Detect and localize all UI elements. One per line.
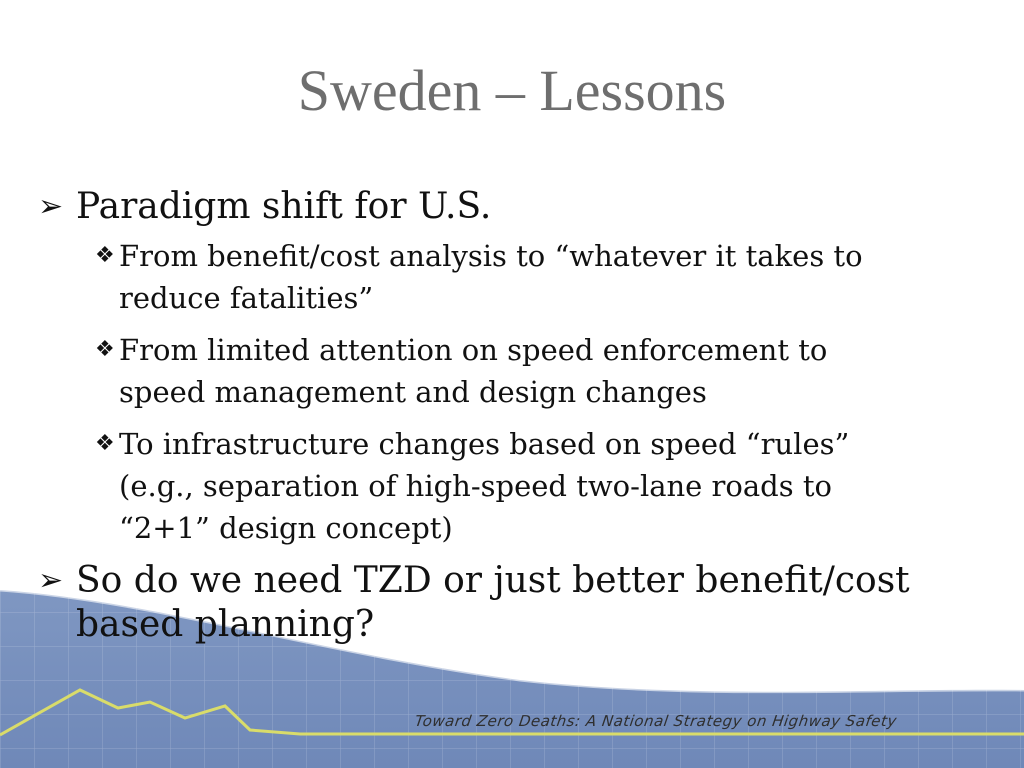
sub-bullet-item: [82, 329, 919, 413]
slide-title: Sweden – Lessons: [297, 58, 727, 123]
sub-bullet-text: From benefit/cost analysis to “whatever it takes to reduce fatalities”: [119, 239, 863, 315]
sub-bullet-text: From limited attention on speed enforcement to speed management and design changes: [119, 333, 828, 409]
arrow-bullet-icon: ➢: [38, 563, 64, 598]
diamond-bullet-icon: ❖: [95, 243, 115, 268]
sub-bullet-item: [82, 423, 919, 549]
bullet-item: [38, 185, 978, 229]
sub-bullet-item: [82, 235, 919, 319]
diamond-bullet-icon: ❖: [95, 337, 115, 362]
footer-tagline: Toward Zero Deaths: A National Strategy on Highway Safety: [413, 712, 899, 730]
bullet-list: [38, 185, 978, 653]
bullet-text: So do we need TZD or just better benefit/cost based planning?: [76, 560, 910, 645]
bullet-item: [38, 559, 978, 647]
sub-bullet-text: To infrastructure changes based on speed “rules” (e.g., separation of high-speed two-lane roads to “2+1” design concept): [119, 427, 850, 545]
diamond-bullet-icon: ❖: [95, 431, 115, 456]
arrow-bullet-icon: ➢: [38, 189, 64, 224]
bullet-text: Paradigm shift for U.S.: [76, 186, 492, 227]
